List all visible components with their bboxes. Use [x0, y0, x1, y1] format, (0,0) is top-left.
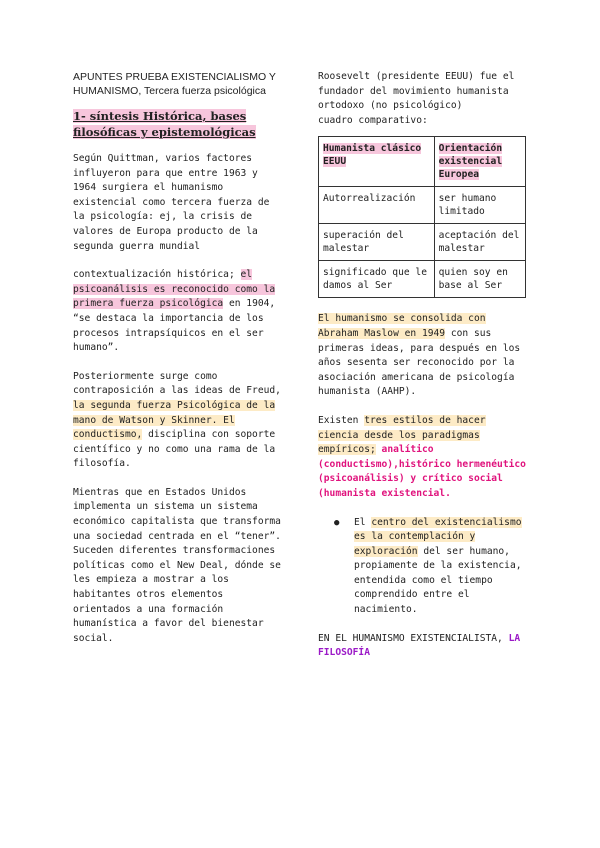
table-cell: aceptación del malestar	[434, 224, 525, 261]
table-cell: quien soy en base al Ser	[434, 261, 525, 298]
paragraph-psicoanalisis	[73, 268, 283, 356]
list-item	[336, 516, 530, 618]
table-row	[319, 187, 526, 224]
table-row	[319, 224, 526, 261]
table-row	[319, 261, 526, 298]
paragraph-conductismo	[73, 370, 283, 472]
highlight-segunda-fuerza: la segunda fuerza Psicológica de la mano de Watson y Skinner. El conductismo,	[73, 399, 276, 441]
paragraph-maslow	[318, 312, 530, 400]
table-caption: cuadro comparativo:	[318, 114, 428, 126]
comparison-table	[318, 136, 526, 298]
paragraph-quittman: Según Quittman, varios factores influyeron para que entre 1963 y 1964 surgiera el humanismo existencial como tercera fuerza de la psicología: ej, la crisis de valores de Europa producto de la segunda guerra mundial	[73, 153, 270, 252]
highlight-tres-estilos: tres estilos de hacer ciencia desde los paradigmas empíricos;	[318, 414, 486, 456]
table-header-cell: Orientación existencial Europea	[434, 137, 525, 187]
table-cell: significado que le damos al Ser	[319, 261, 435, 298]
paragraph-intro: EN EL HUMANISMO EXISTENCIALISTA,	[318, 632, 509, 644]
left-column	[73, 70, 283, 660]
table-header-cell: Humanista clásico EEUU	[319, 137, 435, 187]
paragraph-estados-unidos: Mientras que en Estados Unidos implementa un sistema un sistema económico capitalista que transforma una sociedad centrada en el “tener”. Suceden diferentes transformaciones políticas como el New Deal, dónde se les empieza a mostrar a los habitantes otros elementos orientados a una formación humanística a favor del bienestar social.	[73, 486, 281, 644]
paragraph-intro: contextualización histórica;	[73, 269, 235, 281]
paragraph-rest: con sus primeras ideas, para después en los años sesenta ser reconocido por la asociación americana de psicología humanista (AAHP).	[318, 327, 521, 398]
section-heading-text: 1- síntesis Histórica, bases filosóficas y epistemológicas	[73, 109, 256, 139]
highlight-centro-existencialismo: centro del existencialismo es la contemplación y exploración	[354, 516, 522, 557]
section-heading	[73, 108, 283, 140]
paragraph-humanismo-existencialista	[318, 632, 530, 661]
paragraph-intro: Posteriormente surge como contraposición a las ideas de Freud,	[73, 370, 281, 397]
bullet-intro: El	[354, 516, 372, 528]
table-cell: ser humano limitado	[434, 187, 525, 224]
table-cell: Autorrealización	[319, 187, 435, 224]
right-column	[318, 70, 530, 675]
highlight-maslow: El humanismo se consolida con Abraham Maslow en 1949	[318, 313, 486, 339]
paragraph-roosevelt-text: Roosevelt (presidente EEUU) fue el fundador del movimiento humanista ortodoxo (no psicológico)	[318, 71, 515, 112]
paragraph-estilos-ciencia	[318, 414, 530, 502]
table-cell: superación del malestar	[319, 224, 435, 261]
paragraph-rest: disciplina con soporte científico y no como una rama de la filosofía.	[73, 429, 276, 470]
colored-estilos: analítico (conductismo),histórico hermenéutico (psicoanálisis) y crítico social (humanista existencial.	[318, 444, 526, 499]
paragraph-roosevelt	[318, 70, 530, 128]
bullet-list	[318, 516, 530, 618]
highlight-primera-fuerza: el psicoanálisis es reconocido como la primera fuerza psicológica	[73, 269, 276, 310]
bullet-rest: del ser humano, propiamente de la existencia, entendida como el tiempo comprendido entre el nacimiento.	[354, 545, 522, 616]
paragraph-intro: Existen	[318, 414, 365, 426]
table-header-row	[319, 137, 526, 187]
colored-la-filosofia: LA FILOSOFÍA	[318, 632, 521, 659]
paragraph-rest: en 1904, “se destaca la importancia de los procesos intrapsíquicos en el ser humano”.	[73, 298, 276, 354]
document-title: APUNTES PRUEBA EXISTENCIALISMO Y HUMANISMO, Tercera fuerza psicológica	[73, 71, 276, 97]
